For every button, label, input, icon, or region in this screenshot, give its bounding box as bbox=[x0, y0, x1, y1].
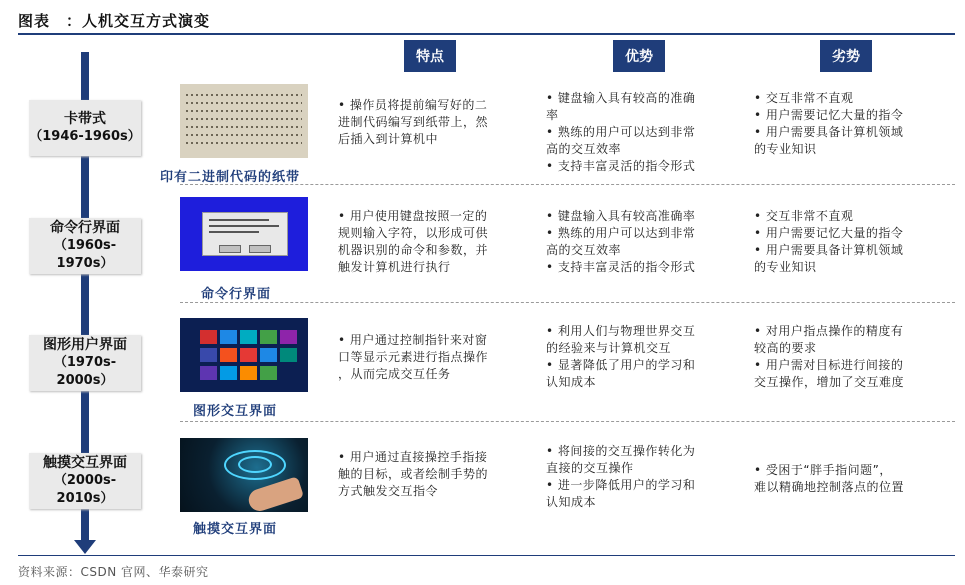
features-cell: • 用户使用键盘按照一定的 规则输入字符，以形成可供 机器识别的命令和参数，并 触发计算机进行执行 bbox=[338, 209, 489, 274]
timeline-arrow-icon bbox=[74, 540, 96, 554]
chart-title: 图表 ：人机交互方式演变 bbox=[18, 12, 211, 30]
row-divider bbox=[180, 184, 955, 185]
era-period: （1960s-1970s） bbox=[53, 238, 117, 271]
advantages-cell: • 键盘输入具有较高准确率 • 熟练的用户可以达到非常 高的交互效率 • 支持丰富灵活的指令形式 bbox=[546, 209, 696, 274]
features-cell: • 用户通过控制指针来对窗 口等显示元素进行指点操作 ，从而完成交互任务 bbox=[338, 333, 489, 381]
disadvantages-cell: • 交互非常不直观 • 用户需要记忆大量的指令 • 用户需要具备计算机领域 的专业知识 bbox=[754, 91, 904, 156]
advantages-cell: • 将间接的交互操作转化为 直接的交互操作 • 进一步降低用户的学习和 认知成本 bbox=[546, 444, 696, 509]
era-name: 触摸交互界面 bbox=[43, 455, 127, 471]
era-name: 卡带式 bbox=[64, 111, 106, 127]
image-caption: 命令行界面 bbox=[201, 287, 272, 302]
image-caption: 图形交互界面 bbox=[193, 404, 278, 419]
column-header-advantages: 优势 bbox=[613, 40, 665, 72]
row-divider bbox=[180, 302, 955, 303]
source-note: 资料来源：CSDN 官网、华泰研究 bbox=[18, 565, 209, 579]
era-period: （1946-1960s） bbox=[29, 129, 141, 144]
title-divider bbox=[18, 33, 955, 35]
source-divider bbox=[18, 555, 955, 556]
advantages-cell: • 键盘输入具有较高的准确 率 • 熟练的用户可以达到非常 高的交互效率 • 支持丰富灵活的指令形式 bbox=[546, 91, 696, 173]
command-line-screenshot bbox=[180, 197, 308, 271]
column-header-features: 特点 bbox=[404, 40, 456, 72]
advantages-cell: • 利用人们与物理世界交互 的经验来与计算机交互 • 显著降低了用户的学习和 认知成本 bbox=[546, 324, 696, 389]
column-header-disadvantages: 劣势 bbox=[820, 40, 872, 72]
disadvantages-cell: • 对用户指点操作的精度有 较高的要求 • 用户需对目标进行间接的 交互操作，增加了交互难度 bbox=[754, 324, 905, 389]
image-caption: 印有二进制代码的纸带 bbox=[160, 170, 301, 185]
row-divider bbox=[180, 421, 955, 422]
era-box-punched-tape bbox=[29, 100, 141, 156]
era-box-touch bbox=[29, 453, 141, 509]
disadvantages-cell: • 受困于“胖手指问题”， 难以精确地控制落点的位置 bbox=[754, 463, 905, 494]
era-name: 命令行界面 bbox=[50, 220, 120, 236]
features-cell: • 操作员将提前编写好的二 进制代码编写到纸带上，然 后插入到计算机中 bbox=[338, 98, 489, 146]
image-caption: 触摸交互界面 bbox=[193, 522, 278, 537]
era-box-gui bbox=[29, 335, 141, 391]
touch-interface-image bbox=[180, 438, 308, 512]
era-box-command-line bbox=[29, 218, 141, 274]
features-cell: • 用户通过直接操控手指接 触的目标，或者绘制手势的 方式触发交互指令 bbox=[338, 450, 489, 498]
era-period: （1970s-2000s） bbox=[53, 355, 117, 388]
era-name: 图形用户界面 bbox=[43, 337, 127, 353]
era-period: （2000s-2010s） bbox=[53, 473, 117, 506]
disadvantages-cell: • 交互非常不直观 • 用户需要记忆大量的指令 • 用户需要具备计算机领域 的专业知识 bbox=[754, 209, 904, 274]
gui-screenshot bbox=[180, 318, 308, 392]
punched-tape-image bbox=[180, 84, 308, 158]
